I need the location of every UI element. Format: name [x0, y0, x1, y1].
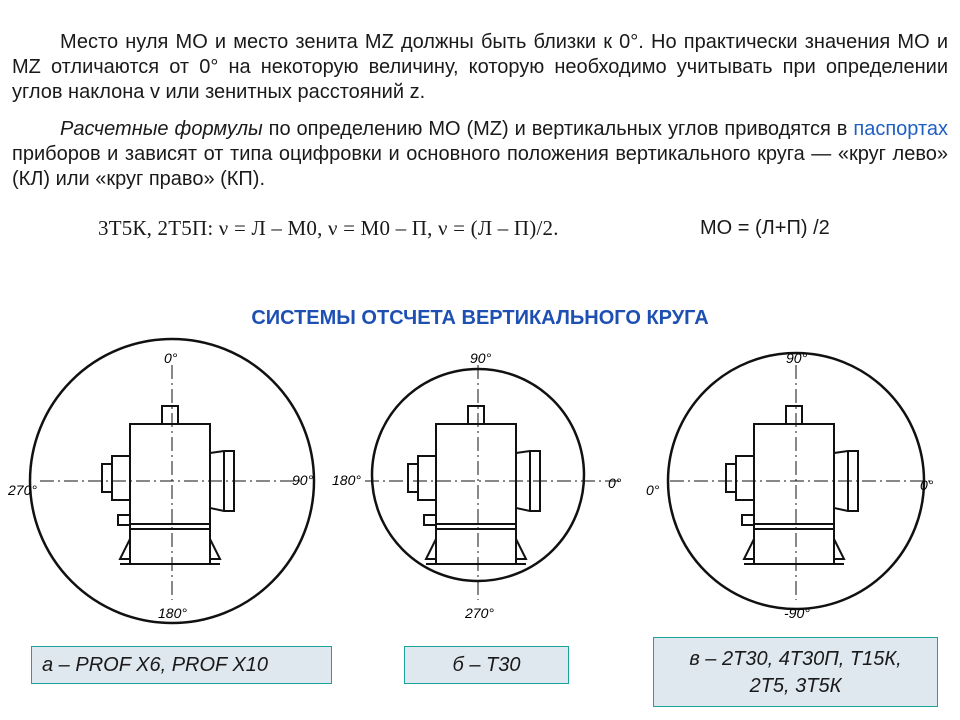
vertical-circle-diagrams	[0, 330, 960, 630]
label-bottom-a: 180°	[158, 605, 187, 621]
theodolite-drawing-a	[102, 406, 234, 564]
label-right-c: 0°	[920, 477, 934, 493]
intro-text: Место нуля МО и место зенита MZ должны быть близки к 0°. Но практически значения МО и MZ отличаются от 0° на некоторую величину, которую необходимо учитывать при определении углов наклона v или зенитных расстояний z.	[12, 31, 948, 103]
mo-formula: МО = (Л+П) /2	[700, 217, 830, 239]
caption-c-line1: в – 2Т30, 4Т30П, Т15К,	[689, 648, 902, 670]
theodolite-drawing-c	[726, 406, 858, 564]
label-top-c: 90°	[786, 350, 808, 366]
formulas-text-2: приборов и зависят от типа оцифровки и основного положения вертикального круга — «круг лево» (КЛ) или «круг право» (КП).	[12, 143, 948, 190]
diagram-c	[646, 350, 934, 621]
caption-a: а – PROF X6, PROF X10	[31, 646, 332, 684]
label-bottom-c: -90°	[784, 605, 810, 621]
diagram-b	[332, 350, 622, 621]
caption-b: б – Т30	[404, 646, 569, 684]
label-right-b: 0°	[608, 475, 622, 491]
label-top-a: 0°	[164, 350, 178, 366]
formulas-lead: Расчетные формулы	[60, 118, 263, 140]
label-left-b: 180°	[332, 472, 361, 488]
formulas-paragraph	[12, 117, 948, 192]
theodolite-drawing-b	[408, 406, 540, 564]
label-right-a: 90°	[292, 472, 314, 488]
formula-line: 3Т5К, 2Т5П: ν = Л – М0, ν = М0 – П, ν = (Л – П)/2.	[98, 216, 559, 240]
caption-c-line2: 2Т5, 3Т5К	[749, 675, 842, 697]
section-heading: СИСТЕМЫ ОТСЧЕТА ВЕРТИКАЛЬНОГО КРУГА	[251, 307, 709, 329]
diagram-a	[7, 339, 314, 623]
label-top-b: 90°	[470, 350, 492, 366]
formulas-text-1: по определению МО (MZ) и вертикальных углов приводятся в	[262, 118, 854, 140]
passports-link[interactable]: паспортах	[853, 118, 949, 140]
caption-c	[653, 637, 938, 707]
label-left-a: 270°	[8, 482, 37, 498]
label-bottom-b: 270°	[465, 605, 494, 621]
label-left-c: 0°	[646, 482, 660, 498]
intro-paragraph	[12, 30, 948, 105]
